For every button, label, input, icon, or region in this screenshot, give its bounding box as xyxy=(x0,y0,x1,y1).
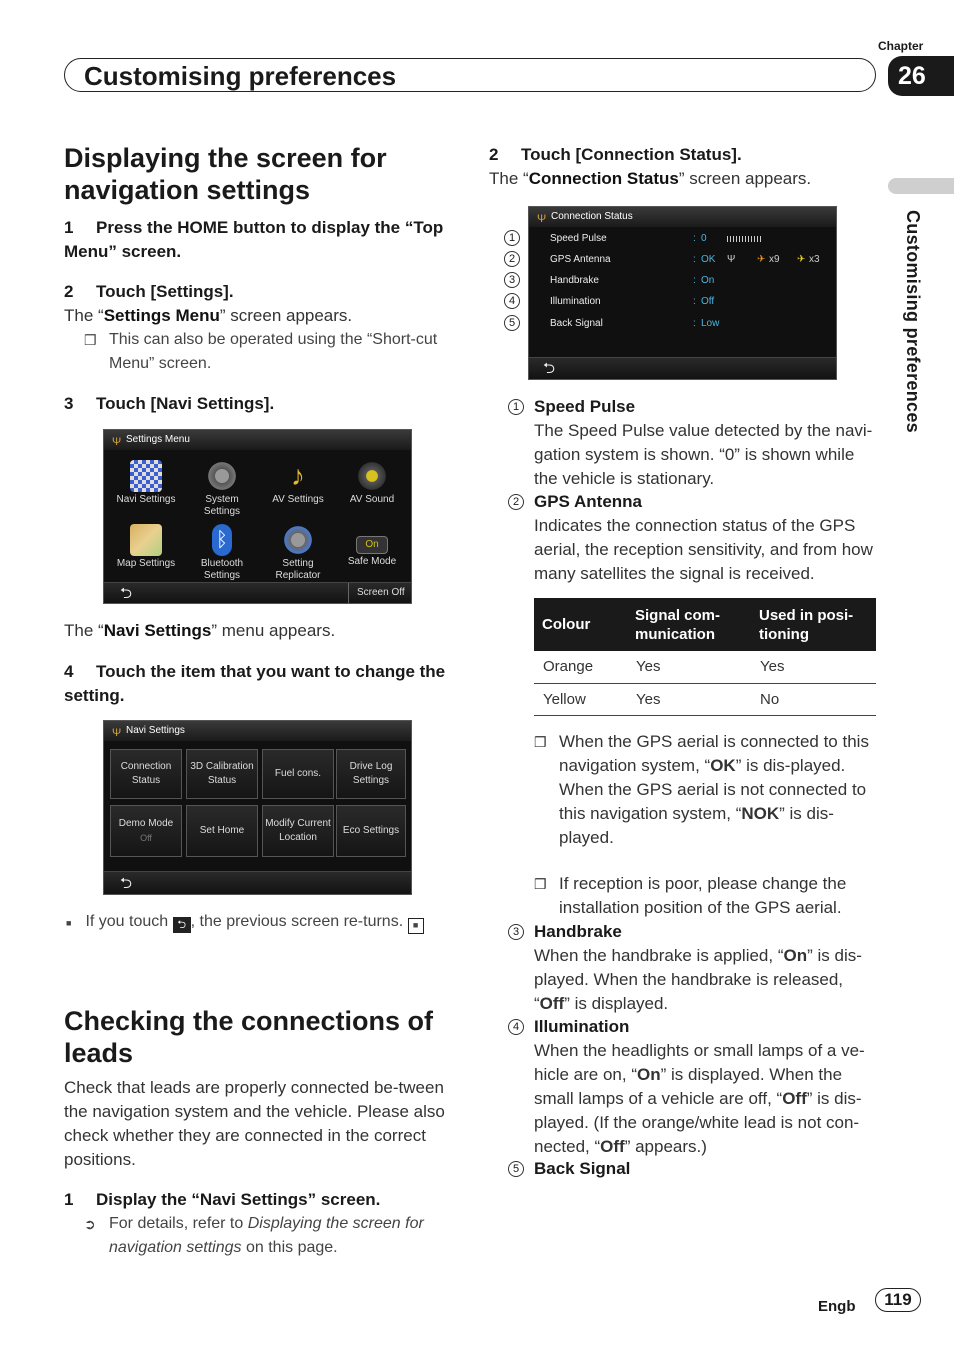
callout-3: 3 xyxy=(504,272,520,288)
tile-3d-calibration-status[interactable]: 3D Calibration Status xyxy=(186,749,258,799)
cs-row-speed-pulse: Speed Pulse : 0 xyxy=(529,228,837,249)
item-num-2: 2 xyxy=(508,494,524,510)
safe-mode-on-badge: On xyxy=(356,536,388,554)
item-desc-illumination: When the headlights or small lamps of a ve-hicle are on, “On” is displayed. When the small lamps of a vehicle are off, “Off” is dis-played. (If the orange/white lead is not con-nected, “Off” appears.) xyxy=(534,1041,865,1156)
music-note-icon: ♪ xyxy=(291,460,305,491)
table-row: Yellow Yes No xyxy=(534,683,876,715)
checkered-flag-icon xyxy=(130,460,162,492)
back-arrow-icon[interactable]: ⮌ xyxy=(120,875,133,892)
navi-settings-screen xyxy=(103,720,412,895)
connection-status-titlebar: Ψ Connection Status xyxy=(529,207,836,227)
section-2-body: Check that leads are properly connected be-tween the navigation system and the vehicle. Please also check whether they are connected in the correct positions. xyxy=(64,1078,445,1169)
tile-av-settings[interactable]: ♪ AV Settings xyxy=(272,460,324,505)
menu-icon: Ψ xyxy=(112,436,122,448)
tile-navi-settings[interactable]: Navi Settings xyxy=(110,460,182,506)
back-note: ■ If you touch ⮌ , the previous screen re-turns. ■ xyxy=(64,910,454,935)
gps-colour-table xyxy=(534,598,876,716)
tile-av-sound[interactable]: AV Sound xyxy=(336,460,408,506)
menu-icon: Ψ xyxy=(112,727,122,739)
checkbox-bullet-icon: ❒ xyxy=(84,332,97,348)
page-number: 119 xyxy=(875,1288,921,1312)
replicator-icon xyxy=(282,524,314,556)
table-header-signal: Signal com-munication xyxy=(627,598,751,651)
footer-language: Engb xyxy=(818,1298,856,1315)
demo-mode-value: Off xyxy=(140,833,152,843)
item-desc-handbrake: When the handbrake is applied, “On” is dis-played. When the handbrake is released, “Off” is displayed. xyxy=(534,946,862,1013)
chapter-label: Chapter xyxy=(878,39,924,53)
item-title-speed-pulse: Speed Pulse xyxy=(534,397,636,416)
cs-row-illumination: Illumination : Off xyxy=(550,296,715,307)
navi-settings-titlebar: Ψ Navi Settings xyxy=(104,721,411,741)
gps-note-2: ❒ If reception is poor, please change the installation position of the GPS aerial. xyxy=(534,874,847,917)
tile-modify-current-location[interactable]: Modify Current Location xyxy=(262,805,334,857)
tile-fuel-cons[interactable]: Fuel cons. xyxy=(262,749,334,799)
step-3: 3 Touch [Navi Settings]. xyxy=(64,394,275,413)
settings-menu-screen xyxy=(103,429,412,604)
menu-icon: Ψ xyxy=(537,213,547,225)
signal-strength-icon: Ψ xyxy=(727,254,736,265)
navi-settings-bottombar xyxy=(104,871,411,895)
checkbox-bullet-icon: ❒ xyxy=(534,876,547,892)
step-2-body: The “Settings Menu” screen appears. xyxy=(64,306,353,325)
section-title-displaying: Displaying the screen for navigation settings xyxy=(64,143,387,205)
callout-5: 5 xyxy=(504,315,520,331)
item-num-1: 1 xyxy=(508,399,524,415)
table-header-colour: Colour xyxy=(534,598,627,651)
item-num-5: 5 xyxy=(508,1161,524,1177)
side-tab-marker xyxy=(888,178,954,194)
tile-set-home[interactable]: Set Home xyxy=(186,805,258,857)
checkbox-bullet-icon: ❒ xyxy=(534,734,547,750)
map-icon xyxy=(130,524,162,556)
tile-safe-mode[interactable]: On Safe Mode xyxy=(336,524,408,568)
callout-2: 2 xyxy=(504,251,520,267)
section-title-checking: Checking the connections of leads xyxy=(64,1006,434,1068)
tile-eco-settings[interactable]: Eco Settings xyxy=(336,805,406,857)
screen-off-button[interactable]: Screen Off xyxy=(348,583,405,603)
tile-system-settings[interactable]: System Settings xyxy=(186,460,258,518)
end-mark-icon: ■ xyxy=(408,918,424,934)
back-button-icon: ⮌ xyxy=(173,917,191,933)
item-title-handbrake: Handbrake xyxy=(534,922,622,941)
gps-note-1: ❒ When the GPS aerial is connected to this navigation system, “OK” is dis-played. When the GPS aerial is not connected to this navigation system, “NOK” is dis-played. xyxy=(534,732,869,847)
s2-step-1: 1 Display the “Navi Settings” screen. xyxy=(64,1190,381,1209)
chapter-number: 26 xyxy=(888,56,954,96)
callout-1: 1 xyxy=(504,230,520,246)
orange-satellite-icon: ✈ xyxy=(757,254,766,265)
item-title-back-signal: Back Signal xyxy=(534,1159,631,1178)
header-title: Customising preferences xyxy=(84,61,397,91)
arrow-bullet-icon: ➲ xyxy=(84,1216,96,1232)
back-arrow-icon[interactable]: ⮌ xyxy=(543,360,556,377)
item-title-illumination: Illumination xyxy=(534,1017,630,1036)
step-1: 1 Press the HOME button to display the “Top Menu” screen. xyxy=(64,218,444,261)
step-2-note: ❒ This can also be operated using the “Short-cut Menu” screen. xyxy=(64,328,459,376)
r-step-2: 2 Touch [Connection Status]. xyxy=(489,145,742,164)
cs-row-handbrake: Handbrake : On xyxy=(550,275,715,286)
tile-drive-log-settings[interactable]: Drive Log Settings xyxy=(336,749,406,799)
item-num-3: 3 xyxy=(508,924,524,940)
cs-row-back-signal: Back Signal : Low xyxy=(550,318,720,329)
step-2: 2 Touch [Settings]. xyxy=(64,282,234,301)
connection-status-bottombar xyxy=(529,357,836,380)
speaker-icon xyxy=(356,460,388,492)
cs-row-gps-antenna: GPS Antenna : OK Ψ ✈ x9 ✈ x3 xyxy=(529,249,837,270)
table-header-positioning: Used in posi-tioning xyxy=(751,598,876,651)
side-tab-label: Customising preferences xyxy=(903,210,923,433)
item-desc-gps-antenna: Indicates the connection status of the GPS aerial, the reception sensitivity, and from how many satellites the signal is received. xyxy=(534,516,873,583)
item-num-4: 4 xyxy=(508,1019,524,1035)
pulse-meter-icon xyxy=(727,236,761,242)
tile-setting-replicator[interactable]: Setting Replicator xyxy=(262,524,334,582)
step-4: 4 Touch the item that you want to change the setting. xyxy=(64,662,446,705)
back-arrow-icon[interactable]: ⮌ xyxy=(120,585,133,602)
tile-connection-status[interactable]: Connection Status xyxy=(110,749,182,799)
tile-map-settings[interactable]: Map Settings xyxy=(110,524,182,570)
tile-bluetooth-settings[interactable]: ᛒ Bluetooth Settings xyxy=(186,524,258,582)
table-row: Orange Yes Yes xyxy=(534,651,876,683)
tile-demo-mode[interactable]: Demo Mode Off xyxy=(110,805,182,857)
s2-step-1-note: ➲ For details, refer to Displaying the screen for navigation settings on this page. xyxy=(64,1212,459,1260)
item-desc-speed-pulse: The Speed Pulse value detected by the navi-gation system is shown. “0” is shown while the vehicle is stationary. xyxy=(534,421,873,488)
r-step-2-body: The “Connection Status” screen appears. xyxy=(489,169,812,188)
step-3-body: The “Navi Settings” menu appears. xyxy=(64,621,336,640)
square-bullet-icon: ■ xyxy=(66,918,72,928)
yellow-satellite-icon: ✈ xyxy=(797,254,806,265)
item-title-gps-antenna: GPS Antenna xyxy=(534,492,642,511)
callout-4: 4 xyxy=(504,293,520,309)
connection-status-screen xyxy=(528,206,837,380)
gear-icon xyxy=(206,460,238,492)
bluetooth-icon: ᛒ xyxy=(212,524,232,556)
settings-menu-titlebar: Ψ Settings Menu xyxy=(104,430,411,450)
